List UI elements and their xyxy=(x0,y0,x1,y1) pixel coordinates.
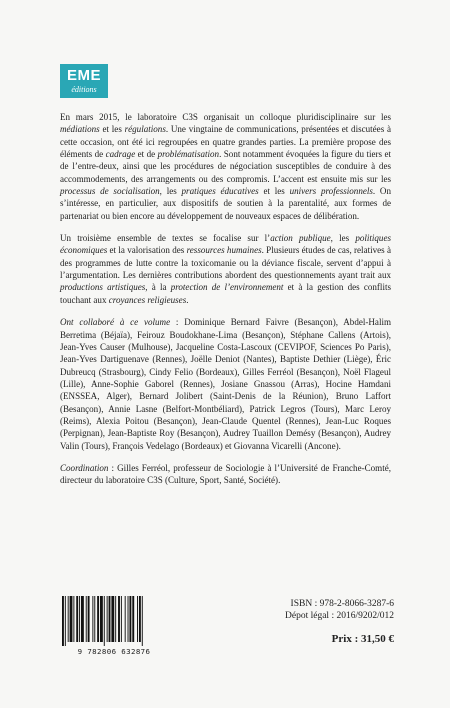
barcode-bar xyxy=(79,596,80,642)
italic-run: pratiques éducatives xyxy=(181,186,259,197)
price: Prix : 31,50 € xyxy=(331,632,394,645)
italic-run: problématisation xyxy=(157,149,220,160)
text-run: Un troisième ensemble de textes se focalise sur l’ xyxy=(60,233,271,244)
publication-info xyxy=(254,598,394,645)
barcode-bar xyxy=(97,596,99,642)
italic-run: politiques économiques xyxy=(60,233,391,256)
italic-run: productions artistiques xyxy=(60,282,146,293)
text-run: et les xyxy=(99,124,125,135)
italic-run: ressources humaines xyxy=(186,245,262,256)
text-run: et la valorisation des xyxy=(107,245,187,256)
text-run: En mars 2015, le laboratoire C3S organisait un colloque pluridisciplinaire sur les xyxy=(60,112,391,122)
barcode-bar xyxy=(100,596,103,642)
text-run: . On s’intéresse, en particulier, aux dispositifs de soutien à la parentalité, aux formes de partenariat ou bien encore au développement de nouveaux espaces de délibération. xyxy=(60,186,391,221)
text-run: . xyxy=(186,294,189,305)
text-run: , les xyxy=(159,186,182,197)
barcode-bar xyxy=(118,596,120,642)
text-run: . Plusieurs études de cas, relatives à des programmes de lutte contre la toxicomanie ou la déviance fiscale, servent d’appui à l’argumentation. Les dernières contributions abordent des questionnements ayant trait aux xyxy=(60,245,391,281)
barcode-bar xyxy=(94,596,95,642)
barcode-bar xyxy=(68,596,69,642)
barcode-number: 9 782806 632876 xyxy=(77,647,151,656)
italic-run: protection de l’environnement xyxy=(170,282,284,293)
barcode-bar xyxy=(128,596,129,642)
blurb-text xyxy=(60,111,391,497)
barcode-bar xyxy=(92,596,93,642)
barcode-bar xyxy=(137,596,138,642)
text-run: et de xyxy=(135,149,158,160)
paragraph-1 xyxy=(60,111,391,222)
italic-run: univers professionnels xyxy=(289,186,373,197)
barcode-bar xyxy=(142,596,143,646)
barcode-bar xyxy=(86,596,87,642)
eme-logo xyxy=(60,64,108,98)
barcode-graphic xyxy=(58,596,170,646)
text-run: . Sont notamment évoquées la figure du tiers et de l’entre-deux, ainsi que les procédures de négociation susceptibles de conduire à des accommodements, des arrangements ou des compromis. L’accent est ensuite mis sur les xyxy=(60,149,392,184)
text-run: : Gilles Ferréol, professeur de Sociologie à l’Université de Franche-Comté, directeur du laboratoire C3S (Culture, Sport, Santé, Société). xyxy=(60,462,391,486)
legal-deposit: Dépot légal : 2016/9202/012 xyxy=(285,611,394,622)
barcode-bar xyxy=(115,596,116,642)
barcode-bar xyxy=(139,596,141,642)
italic-run: action publique xyxy=(270,233,331,244)
text-run: . Une vingtaine de communications, présentées et discutées à cette occasion, ont été ici regroupées en quatre grandes parties. La première propose des éléments de xyxy=(60,124,391,160)
barcode-bar xyxy=(73,596,74,642)
barcode-bar xyxy=(81,596,84,642)
paragraph-4 xyxy=(60,462,391,487)
text-run: et les xyxy=(258,186,290,197)
italic-run: régulations xyxy=(124,124,166,135)
logo-text: EME xyxy=(66,67,101,84)
paragraph-3 xyxy=(60,316,391,452)
barcode-bar xyxy=(65,596,66,646)
italic-run: Coordination xyxy=(60,462,109,473)
barcode-bar xyxy=(125,596,126,642)
barcode-bar xyxy=(109,596,111,642)
barcode-bar xyxy=(111,596,114,642)
barcode-bar xyxy=(76,596,78,642)
isbn: ISBN : 978-2-8066-3287-6 xyxy=(290,599,394,609)
barcode-bar xyxy=(121,596,122,642)
italic-run: processus de socialisation xyxy=(60,186,160,197)
text-run: : Dominique Bernard Faivre (Besançon), Abdel-Halim Berretima (Béjaïa), Feirouz Boudokhane-Lima (Besançon), Stéphane Callens (Artois), Jean-Yves Causer (Mulhouse), Jacqueline Costa-Lascoux (CEVIPOF, Sciences Po Paris), Jean-Yves Dartiguenave (Rennes), Joëlle Deniot (Nantes), Baptiste Dethier (Liège), Éric Dubreucq (Strasbourg), Cindy Felio (Bordeaux), Gilles Ferréol (Besançon), Noël Flageul (Lille), Anne-Sophie Gaborel (Rennes), Josiane Gnassou (Arras), Hocine Hamdani (ENSSEA, Alger), Bernard Jolibert (Saint-Denis de la Réunion), Bruno Laffort (Besançon), Annie Lasne (Belfort-Montbéliard), Patrick Legros (Tours), Marc Leroy (Reims), Alexia Poitou (Besançon), Jean-Claude Quentel (Rennes), Jean-Luc Roques (Perpignan), Jean-Baptiste Roy (Besançon), Audrey Tuaillon Demésy (Besançon), Audrey Valin (Tours), François Vedelago (Bordeaux) et Giovanna Vicarelli (Ancone). xyxy=(60,317,392,451)
barcode-bar xyxy=(70,596,73,642)
barcode-bar xyxy=(88,596,90,642)
italic-run: croyances religieuses xyxy=(108,294,187,305)
barcode xyxy=(58,596,170,646)
italic-run: Ont collaboré à ce volume xyxy=(60,317,171,328)
italic-run: cadrage xyxy=(105,149,136,160)
text-run: et à la gestion des conflits touchant aux xyxy=(60,282,391,305)
text-run: , les xyxy=(330,233,356,244)
barcode-bar xyxy=(107,596,108,642)
barcode-bar xyxy=(132,596,134,642)
paragraph-2 xyxy=(60,232,391,306)
barcode-bar xyxy=(62,596,64,646)
barcode-bar xyxy=(129,596,131,642)
text-run: , à la xyxy=(145,282,171,293)
italic-run: médiations xyxy=(60,124,100,135)
logo-subtext: éditions xyxy=(71,85,97,94)
barcode-bar xyxy=(104,596,105,646)
